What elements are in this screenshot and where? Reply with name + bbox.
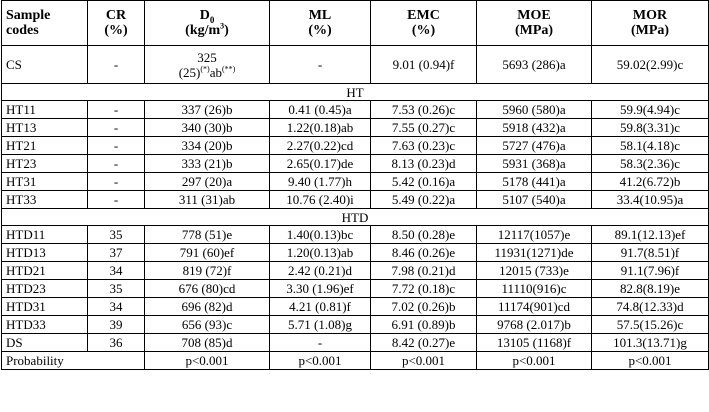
table-row: HT23 - 333 (21)b 2.65(0.17)de 8.13 (0.23)d 5931 (368)a 58.3(2.36)c bbox=[2, 155, 709, 173]
header-moe: MOE (MPa) bbox=[477, 1, 592, 46]
cell-cr: - bbox=[88, 46, 145, 84]
table-row: HTD21 34 819 (72)f 2.42 (0.21)d 7.98 (0.21)d 12015 (733)e 91.1(7.96)f bbox=[2, 262, 709, 280]
cell-emc: 9.01 (0.94)f bbox=[371, 46, 477, 84]
header-emc: EMC (%) bbox=[371, 1, 477, 46]
table-row: HT11 - 337 (26)b 0.41 (0.45)a 7.53 (0.26)c 5960 (580)a 59.9(4.94)c bbox=[2, 101, 709, 119]
table-row: HT21 - 334 (20)b 2.27(0.22)cd 7.63 (0.23)c 5727 (476)a 58.1(4.18)c bbox=[2, 137, 709, 155]
table-row: HTD23 35 676 (80)cd 3.30 (1.96)ef 7.72 (0.18)c 11110(916)c 82.8(8.19)e bbox=[2, 280, 709, 298]
table-row: DS 36 708 (85)d - 8.42 (0.27)e 13105 (1168)f 101.3(13.71)g bbox=[2, 334, 709, 352]
header-row bbox=[2, 1, 709, 46]
section-label-htd: HTD bbox=[2, 209, 709, 226]
header-sample-codes: Sample codes bbox=[2, 1, 88, 46]
header-ml: ML (%) bbox=[270, 1, 371, 46]
table-row: HTD33 39 656 (93)c 5.71 (1.08)g 6.91 (0.89)b 9768 (2.017)b 57.5(15.26)c bbox=[2, 316, 709, 334]
header-mor: MOR (MPa) bbox=[592, 1, 709, 46]
header-cr: CR (%) bbox=[88, 1, 145, 46]
probability-label: Probability bbox=[2, 352, 145, 370]
cell-code: CS bbox=[2, 46, 88, 84]
section-row-ht bbox=[2, 84, 709, 101]
table-row: HT33 - 311 (31)ab 10.76 (2.40)i 5.49 (0.22)a 5107 (540)a 33.4(10.95)a bbox=[2, 191, 709, 209]
cell-ml: - bbox=[270, 46, 371, 84]
table-row-cs bbox=[2, 46, 709, 84]
section-label-ht: HT bbox=[2, 84, 709, 101]
properties-table bbox=[1, 0, 709, 370]
table-row: HTD31 34 696 (82)d 4.21 (0.81)f 7.02 (0.26)b 11174(901)cd 74.8(12.33)d bbox=[2, 298, 709, 316]
table-row: HTD13 37 791 (60)ef 1.20(0.13)ab 8.46 (0.26)e 11931(1271)de 91.7(8.51)f bbox=[2, 244, 709, 262]
header-d0: $D_0$ $(kg/m^3)$ bbox=[145, 1, 270, 46]
table-row: HT13 - 340 (30)b 1.22(0.18)ab 7.55 (0.27)c 5918 (432)a 59.8(3.31)c bbox=[2, 119, 709, 137]
probability-row: Probability p<0.001 p<0.001 p<0.001 p<0.001 p<0.001 bbox=[2, 352, 709, 370]
cell-d0: 325 (25)(*)ab(**) bbox=[145, 46, 270, 84]
table-row: HT31 - 297 (20)a 9.40 (1.77)h 5.42 (0.16)a 5178 (441)a 41.2(6.72)b bbox=[2, 173, 709, 191]
cell-mor: 59.02(2.99)c bbox=[592, 46, 709, 84]
table-row: HTD11 35 778 (51)e 1.40(0.13)bc 8.50 (0.28)e 12117(1057)e 89.1(12.13)ef bbox=[2, 226, 709, 244]
section-row-htd bbox=[2, 209, 709, 226]
cell-moe: 5693 (286)a bbox=[477, 46, 592, 84]
